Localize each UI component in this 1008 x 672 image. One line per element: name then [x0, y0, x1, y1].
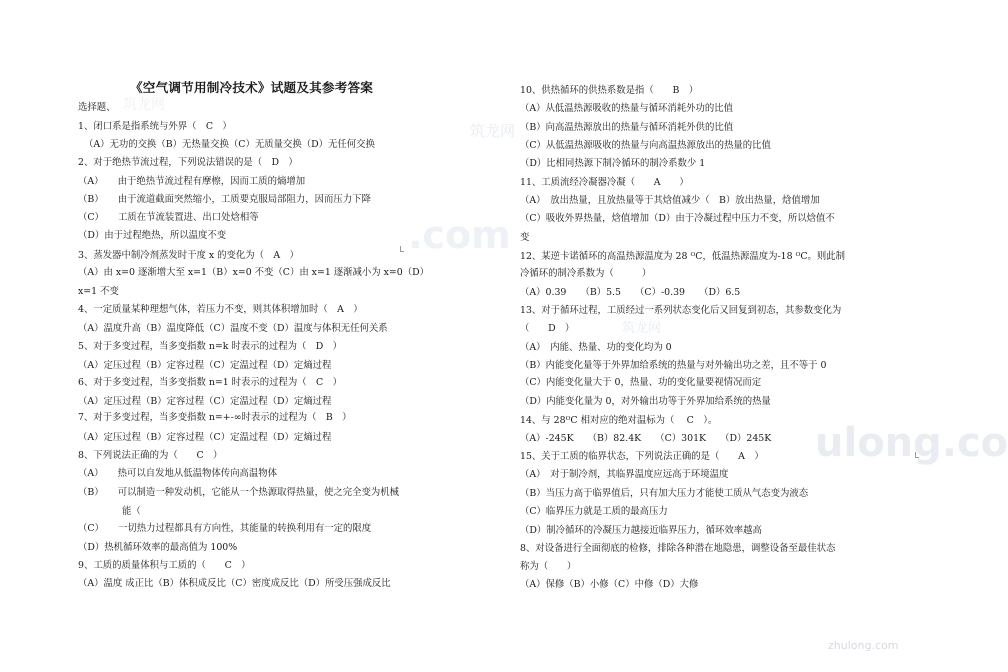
- right-text-line: （A） 放出热量，且放热量等于其焓值减少（ B）放出热量，焓值增加: [520, 195, 820, 206]
- watermark-logo-text: 筑龙网: [123, 97, 165, 113]
- watermark-url: zhulong.com: [828, 639, 899, 652]
- left-text-line: （A）温度 成正比（B）体积成反比（C）密度成反比（D）所受压强成反比: [78, 578, 391, 589]
- right-text-line: （A）0.39 （B）5.5 （C）-0.39 （D）6.5: [520, 287, 741, 298]
- right-text-line: （A）从低温热源吸收的热量与循环消耗外功的比值: [520, 103, 734, 114]
- right-text-line: （B）内能变化量等于外界加给系统的热量与对外输出功之差，且不等于 0: [520, 360, 827, 371]
- left-text-line: 1、闭口系是指系统与外界（ C ）: [78, 121, 232, 132]
- left-text-line: （A）无功的交换（B）无热量交换（C）无质量交换（D）无任何交换: [84, 139, 375, 150]
- left-text-line: （A） 由于绝热节流过程有摩檫，因而工质的熵增加: [78, 176, 306, 187]
- left-text-line: （D）热机循环效率的最高值为 100%: [78, 542, 238, 553]
- right-text-line: （C）内能变化量大于 0，热量、功的变化量要视情况而定: [520, 377, 762, 388]
- right-text-line: （C）临界压力就是工质的最高压力: [520, 506, 668, 517]
- right-text-line: 冷循环的制冷系数为（ ）: [520, 268, 652, 279]
- right-text-line: （B）向高温热源放出的热量与循环消耗外供的比值: [520, 122, 734, 133]
- right-text-line: （C）从低温热源吸收的热量与向高温热源放出的热量的比值: [520, 140, 771, 151]
- left-text-line: （A）定压过程（B）定容过程（C）定温过程（D）定熵过程: [78, 396, 332, 407]
- right-text-line: 10、供热循环的供热系数是指（ B ）: [520, 85, 699, 96]
- left-text-line: （B） 由于流道截面突然缩小，工质要克服局部阻力，因而压力下降: [78, 194, 371, 205]
- left-text-line: 能（: [122, 506, 141, 517]
- watermark-domain-text: .com: [408, 213, 511, 257]
- right-column: [520, 0, 940, 672]
- right-text-line: 14、与 28ᴼC 相对应的绝对温标为（ C ）。: [520, 415, 718, 426]
- left-text-line: （D）由于过程绝热，所以温度不变: [78, 230, 227, 241]
- left-text-line: （B） 可以制造一种发动机，它能从一个热源取得热量，使之完全变为机械: [78, 487, 399, 498]
- right-text-line: 8、对设备进行全面彻底的检修，排除各种潜在地隐患，调整设备至最佳状态: [520, 543, 836, 554]
- right-text-line: 12、某逆卡诺循环的高温热源温度为 28 ᴼC，低温热源温度为-18 ᴼC。则此制: [520, 251, 846, 262]
- left-text-line: 3、蒸发器中制冷剂蒸发时干度 x 的变化为（ A ）: [78, 250, 299, 261]
- document-title: 《空气调节用制冷技术》试题及其参考答案: [130, 80, 374, 95]
- right-text-line: （A） 对于制冷剂，其临界温度应远高于环境温度: [520, 469, 729, 480]
- right-text-line: （A）保修（B）小修（C）中修（D）大修: [520, 579, 699, 590]
- left-text-line: 7、对于多变过程，当多变指数 n=+-∞时表示的过程为（ B ）: [78, 412, 352, 423]
- right-text-line: （D）比相同热源下制冷循环的制冷系数少 1: [520, 158, 706, 169]
- left-text-line: （A）温度升高（B）温度降低（C）温度不变（D）温度与体积无任何关系: [78, 323, 388, 334]
- right-text-line: （D）制冷循环的冷凝压力越接近临界压力，循环效率越高: [520, 525, 762, 536]
- left-text-line: x=1 不变: [78, 286, 119, 297]
- left-text-line: 9、工质的质量体积与工质的（ C ）: [78, 560, 251, 571]
- left-text-line: 5、对于多变过程，当多变指数 n=k 时表示的过程为（ D ）: [78, 341, 343, 352]
- left-text-line: （C） 一切热力过程都具有方向性，其能量的转换利用有一定的限度: [78, 523, 372, 534]
- right-text-line: （A）-245K （B）82.4K （C）301K （D）245K: [520, 433, 772, 444]
- right-text-line: 13、对于循环过程，工质经过一系列状态变化后又回复到初态，其参数变化为: [520, 305, 842, 316]
- left-text-line: （A）由 x=0 逐渐增大至 x=1（B）x=0 不变（C）由 x=1 逐渐减小为 x=0（D）: [78, 267, 429, 278]
- watermark-domain-text: ulong.co: [815, 420, 1008, 466]
- left-text-line: （A） 热可以自发地从低温物体传向高温物体: [78, 468, 277, 479]
- right-text-line: （C）吸收外界热量，焓值增加（D）由于冷凝过程中压力不变，所以焓值不: [520, 213, 835, 224]
- right-text-line: （A） 内能、热量、功的变化均为 0: [520, 342, 672, 353]
- right-text-line: （B）当压力高于临界值后，只有加大压力才能使工质从气态变为液态: [520, 488, 809, 499]
- right-text-line: 变: [520, 232, 530, 243]
- right-text-line: （D）内能变化量为 0，对外输出功等于外界加给系统的热量: [520, 396, 771, 407]
- right-text-line: 称为（ ）: [520, 561, 577, 572]
- left-text-line: 8、下列说法正确的为（ C ）: [78, 450, 223, 461]
- right-text-line: 15、关于工质的临界状态，下列说法正确的是（ A ）: [520, 451, 764, 462]
- watermark-logo-text: 筑龙网: [622, 321, 662, 336]
- left-text-line: （C） 工质在节流装置进、出口处焓相等: [78, 212, 259, 223]
- left-column: [78, 0, 518, 672]
- left-text-line: （A）定压过程（B）定容过程（C）定温过程（D）定熵过程: [78, 432, 332, 443]
- left-text-line: 4、一定质量某种理想气体，若压力不变，则其体积增加时（ A ）: [78, 304, 363, 315]
- left-text-line: （A）定压过程（B）定容过程（C）定温过程（D）定熵过程: [78, 360, 332, 371]
- watermark-logo-text: 筑龙网: [470, 122, 516, 140]
- left-text-line: 选择题、: [78, 102, 116, 113]
- right-text-line: 11、工质流经冷凝器冷凝（ A ）: [520, 177, 689, 188]
- left-text-line: 2、对于绝热节流过程，下列说法错误的是（ D ）: [78, 157, 298, 168]
- left-text-line: 6、对于多变过程，当多变指数 n=1 时表示的过程为（ C ）: [78, 377, 342, 388]
- right-text-line: （ D ）: [520, 323, 575, 334]
